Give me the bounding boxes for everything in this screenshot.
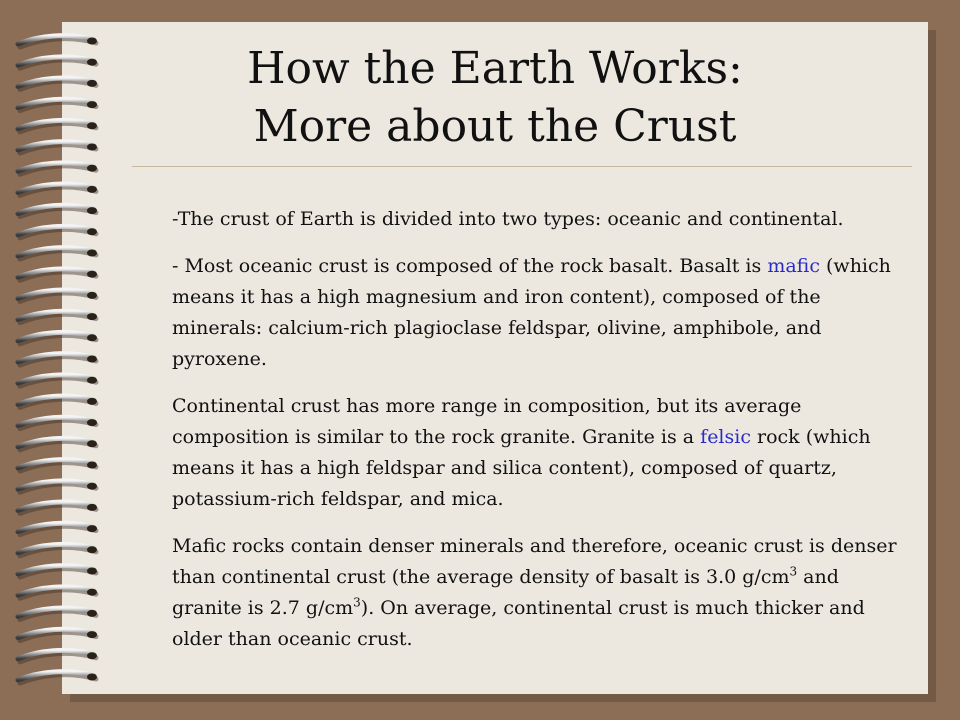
paragraph-crust-types: -The crust of Earth is divided into two types: oceanic and continental. (172, 208, 844, 230)
title-divider (132, 166, 912, 167)
binding-ring-icon (18, 36, 97, 47)
superscript: 3 (789, 564, 798, 579)
binding-ring-icon (18, 184, 97, 195)
binding-ring-icon (18, 57, 97, 68)
text-segment: Continental crust has more range in composition, but its average composition is similar to the rock granite. Granite is a (172, 395, 802, 448)
binding-ring-icon (18, 650, 97, 661)
binding-ring-icon (18, 608, 97, 619)
text-segment: - Most oceanic crust is composed of the rock basalt. Basalt is (172, 255, 768, 277)
binding-ring-icon (18, 205, 97, 216)
notebook-page (62, 22, 928, 694)
binding-ring-icon (18, 120, 97, 131)
binding-ring-icon (18, 396, 97, 407)
slide-title (62, 40, 928, 156)
paragraph-density (172, 531, 912, 655)
binding-ring-icon (18, 417, 97, 428)
binding-ring-icon (18, 142, 97, 153)
text-segment: Mafic rocks contain denser minerals and therefore, oceanic crust is denser than continental crust (the average density of basalt is 3.0 g/cm (172, 535, 897, 588)
binding-ring-icon (18, 269, 97, 280)
binding-ring-icon (18, 672, 97, 683)
binding-ring-icon (18, 460, 97, 471)
text-segment: ). On average, continental crust is much thicker and older than oceanic crust. (172, 597, 865, 650)
text-segment: rock (which means it has a high feldspar and silica content), composed of quartz, potassium-rich feldspar, and mica. (172, 426, 871, 510)
term-felsic: felsic (700, 426, 751, 448)
binding-ring-icon (18, 78, 97, 89)
binding-ring-icon (18, 523, 97, 534)
binding-ring-icon (18, 438, 97, 449)
text-segment: and granite is 2.7 g/cm (172, 566, 839, 619)
binding-ring-icon (18, 99, 97, 110)
binding-ring-icon (18, 226, 97, 237)
paragraph-oceanic-crust (172, 251, 912, 375)
title-line-2: More about the Crust (253, 101, 737, 152)
text-segment: (which means it has a high magnesium and iron content), composed of the minerals: calcium-rich plagioclase feldspar, olivine, amphibole, and pyroxene. (172, 255, 891, 370)
binding-ring-icon (18, 354, 97, 365)
paragraph-continental-crust (172, 391, 912, 515)
term-mafic: mafic (767, 255, 820, 277)
title-line-1: How the Earth Works: (247, 43, 743, 94)
binding-ring-icon (18, 332, 97, 343)
binding-ring-icon (18, 290, 97, 301)
binding-ring-icon (18, 587, 97, 598)
spiral-binding-icon (0, 0, 110, 720)
binding-ring-icon (18, 629, 97, 640)
binding-ring-icon (18, 248, 97, 259)
binding-ring-icon (18, 544, 97, 555)
binding-ring-icon (18, 311, 97, 322)
binding-ring-icon (18, 375, 97, 386)
binding-ring-icon (18, 502, 97, 513)
slide-body (172, 204, 912, 655)
binding-ring-icon (18, 163, 97, 174)
binding-ring-icon (18, 566, 97, 577)
binding-ring-icon (18, 481, 97, 492)
superscript: 3 (353, 595, 361, 610)
